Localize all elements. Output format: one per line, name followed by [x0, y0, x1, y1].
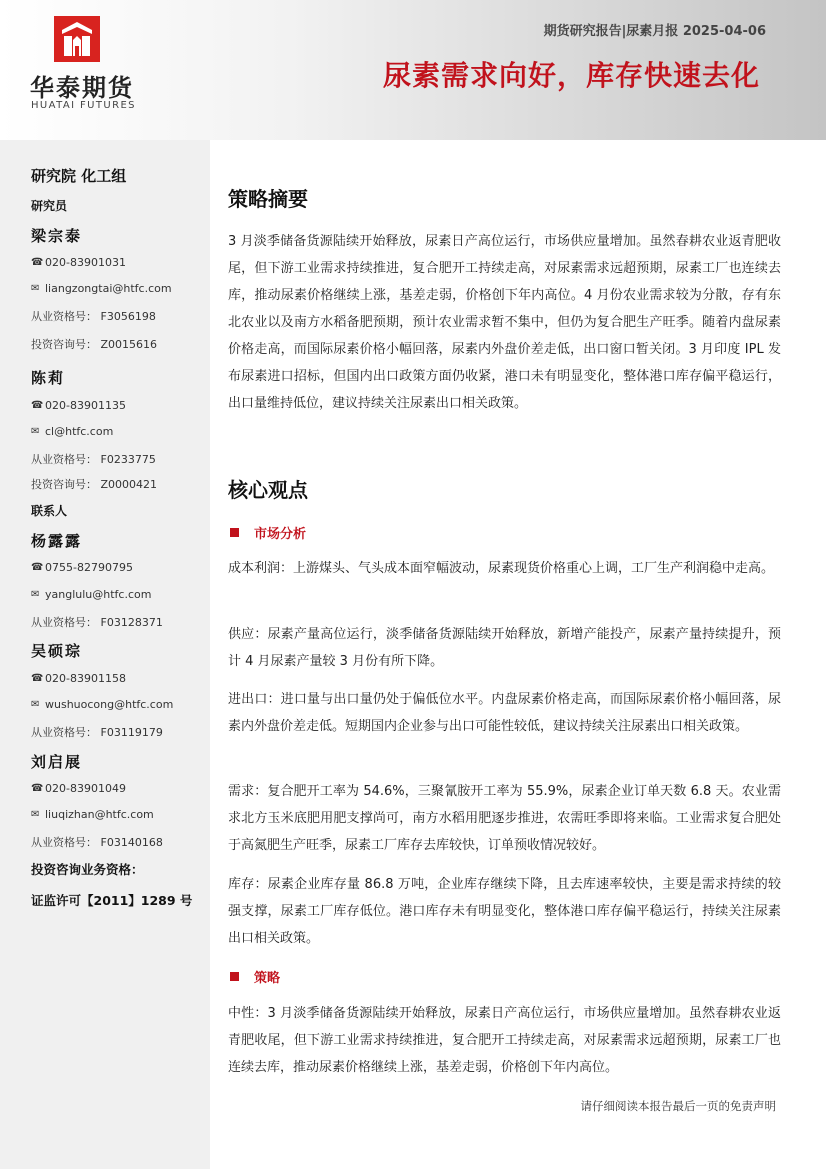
mail-icon: ✉	[31, 589, 40, 600]
phone-line	[31, 672, 126, 685]
email-address: yanglulu@htfc.com	[45, 588, 152, 601]
contact-label: 联系人	[31, 504, 68, 518]
license-number: 证监许可【2011】1289 号	[31, 893, 193, 908]
mail-icon: ✉	[31, 426, 40, 437]
strategy-summary-text: 3 月淡季储备货源陆续开始释放，尿素日产高位运行，市场供应量增加。虽然春耕农业返青肥收尾，但下游工业需求持续推进，复合肥开工持续走高，对尿素需求远超预期，尿素工厂也连续去库，推动尿素价格继续上涨，基差走弱，价格创下年内高位。4 月份农业需求较为分散，存有东北农业以及南方水稻备肥预期，预计农业需求暂不集中，但仍为复合肥生产旺季。随着内盘尿素价格走高，而国际尿素价格小幅回落，尿素内外盘价差走低，出口窗口暂关闭。3 月印度 IPL 发布尿素进口招标，但国内出口政策方面仍收紧，港口未有明显变化，整体港口库存偏平稳运行，出口量维持低位，建议持续关注尿素出口相关政策。	[228, 234, 781, 411]
cost-profit-paragraph: 成本利润：上游煤头、气头成本面窄幅波动，尿素现货价格重心上调，工厂生产利润稳中走高。	[228, 561, 775, 576]
market-analysis-label: 市场分析	[254, 527, 307, 542]
contact-name: 吴硕琮	[31, 642, 83, 660]
disclaimer-note: 请仔细阅读本报告最后一页的免责声明	[580, 1099, 776, 1113]
investment-consulting-number: 投资咨询号： Z0000421	[31, 478, 158, 491]
huatai-logo-icon	[54, 16, 100, 62]
email-line	[31, 698, 173, 711]
logo-chinese-name: 华泰期货	[30, 74, 134, 102]
strategy-summary-heading: 策略摘要	[228, 187, 308, 211]
qualification-number: 从业资格号： F03119179	[31, 726, 163, 739]
report-meta: 期货研究报告|尿素月报 2025-04-06	[543, 24, 766, 39]
researcher-name: 梁宗泰	[31, 227, 83, 245]
mail-icon: ✉	[31, 283, 40, 294]
phone-line	[31, 256, 126, 269]
red-square-bullet-icon	[230, 972, 239, 981]
strategy-label: 策略	[254, 971, 281, 986]
strategy-heading	[230, 967, 280, 986]
phone-number: 020-83901031	[45, 256, 126, 269]
phone-icon: ☎	[31, 673, 44, 684]
email-address: wushuocong@htfc.com	[45, 698, 174, 711]
researcher-name: 陈莉	[31, 369, 66, 387]
import-export-paragraph: 进出口：进口量与出口量仍处于偏低位水平。内盘尿素价格走高，而国际尿素价格小幅回落，尿素内外盘价差走低。短期国内企业参与出口可能性较低，建议持续关注尿素出口相关政策。	[228, 692, 781, 734]
phone-number: 0755-82790795	[45, 561, 133, 574]
report-header	[0, 0, 826, 140]
email-address: liuqizhan@htfc.com	[45, 808, 154, 821]
demand-paragraph: 需求：复合肥开工率为 54.6%，三聚氰胺开工率为 55.9%，尿素企业订单天数 6.8 天。农业需求北方玉米底肥用肥支撑尚可，南方水稻用肥逐步推进，农需旺季即将来临。工业需求复合肥处于高氮肥生产旺季，尿素工厂库存去库较快，订单预收情况较好。	[228, 784, 781, 853]
red-square-bullet-icon	[230, 528, 239, 537]
email-address: cl@htfc.com	[45, 425, 114, 438]
mail-icon: ✉	[31, 809, 40, 820]
qualification-number: 从业资格号： F03128371	[31, 616, 163, 629]
contact-name: 刘启展	[31, 753, 83, 771]
qualification-number: 从业资格号： F3056198	[31, 310, 156, 323]
license-label: 投资咨询业务资格：	[31, 862, 144, 877]
supply-paragraph: 供应：尿素产量高位运行，淡季储备货源陆续开始释放，新增产能投产，尿素产量持续提升，预计 4 月尿素产量较 3 月份有所下降。	[228, 627, 781, 669]
email-line	[31, 808, 154, 821]
contact-name: 杨露露	[31, 532, 83, 550]
strategy-text: 中性：3 月淡季储备货源陆续开始释放，尿素日产高位运行，市场供应量增加。虽然春耕农业返青肥收尾，但下游工业需求持续推进，复合肥开工持续走高，对尿素需求远超预期，尿素工厂也连续去库，推动尿素价格继续上涨，基差走弱，价格创下年内高位。	[228, 1006, 781, 1075]
investment-consulting-number: 投资咨询号： Z0015616	[31, 338, 158, 351]
phone-line	[31, 561, 133, 574]
phone-icon: ☎	[31, 400, 44, 411]
department-label: 研究院 化工组	[31, 167, 127, 185]
email-line	[31, 282, 172, 295]
mail-icon: ✉	[31, 699, 40, 710]
phone-icon: ☎	[31, 783, 44, 794]
qualification-number: 从业资格号： F0233775	[31, 453, 156, 466]
phone-line	[31, 399, 126, 412]
phone-number: 020-83901158	[45, 672, 126, 685]
core-views-heading: 核心观点	[228, 478, 308, 502]
logo-english-name: HUATAI FUTURES	[31, 100, 136, 111]
qualification-number: 从业资格号： F03140168	[31, 836, 163, 849]
phone-number: 020-83901049	[45, 782, 126, 795]
phone-line	[31, 782, 126, 795]
researcher-label: 研究员	[31, 199, 68, 213]
email-line	[31, 588, 151, 601]
phone-number: 020-83901135	[45, 399, 126, 412]
email-line	[31, 425, 113, 438]
company-logo	[30, 16, 140, 116]
market-analysis-heading	[230, 523, 306, 542]
inventory-paragraph: 库存：尿素企业库存量 86.8 万吨，企业库存继续下降，且去库速率较快，主要是需求持续的较强支撑，尿素工厂库存低位。港口库存未有明显变化，整体港口库存偏平稳运行，持续关注尿素出口相关政策。	[228, 877, 781, 946]
phone-icon: ☎	[31, 562, 44, 573]
phone-icon: ☎	[31, 257, 44, 268]
report-title: 尿素需求向好，库存快速去化	[382, 59, 760, 92]
email-address: liangzongtai@htfc.com	[45, 282, 172, 295]
